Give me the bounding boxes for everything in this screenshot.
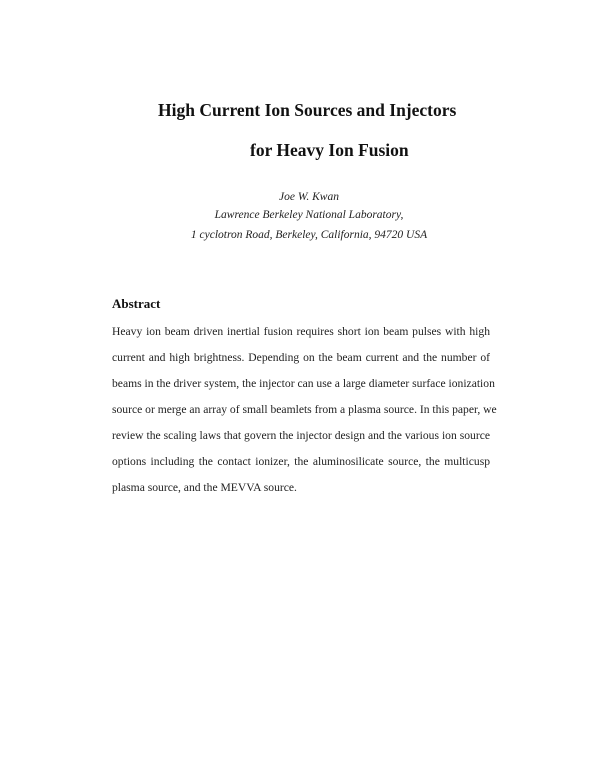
abstract-line: Heavy ion beam driven inertial fusion requires short ion beam pulses with high: [112, 325, 490, 338]
abstract-line: review the scaling laws that govern the injector design and the various ion source: [112, 429, 490, 442]
abstract-line: current and high brightness. Depending on the beam current and the number of: [112, 351, 490, 364]
author-affiliation: Lawrence Berkeley National Laboratory,: [214, 209, 404, 221]
paper-title-line-2: for Heavy Ion Fusion: [250, 140, 409, 160]
abstract-heading: Abstract: [112, 296, 161, 311]
paper-title-line-1: High Current Ion Sources and Injectors: [158, 100, 457, 120]
abstract-line: plasma source, and the MEVVA source.: [112, 481, 297, 494]
author-name: Joe W. Kwan: [279, 191, 339, 203]
abstract-line: source or merge an array of small beamlets from a plasma source. In this paper, we: [112, 403, 497, 416]
author-address: 1 cyclotron Road, Berkeley, California, 94720 USA: [190, 229, 428, 241]
abstract-line: options including the contact ionizer, the aluminosilicate source, the multicusp: [112, 455, 490, 468]
abstract-body: [112, 323, 497, 505]
abstract-line: beams in the driver system, the injector can use a large diameter surface ionization: [112, 377, 495, 390]
